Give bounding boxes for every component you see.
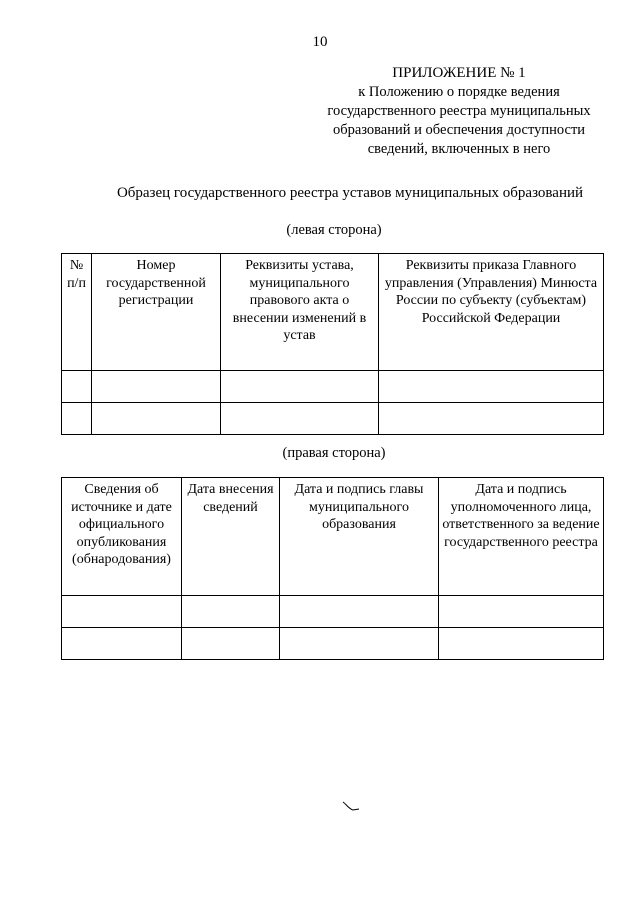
table-header-row [62,478,604,596]
table-row [62,403,604,435]
table-row [62,628,604,660]
table-cell [221,403,379,435]
table-row [62,596,604,628]
table-row [62,371,604,403]
register-table-right [61,477,604,660]
table-cell [62,596,182,628]
table-cell [92,403,221,435]
table-cell [280,596,439,628]
table-cell [62,403,92,435]
table-cell [62,628,182,660]
header-cell-number: № п/п [62,254,92,371]
appendix-block [318,64,600,159]
table-cell [439,596,604,628]
appendix-line: государственного реестра муниципальных [327,103,591,119]
table-cell [182,628,280,660]
header-cell-registration-number: Номер государственной регистрации [92,254,221,371]
right-side-label: (правая сторона) [282,445,386,461]
table-header-row [62,254,604,371]
page-number: 10 [312,34,328,50]
table-cell [221,371,379,403]
stray-mark [342,800,362,814]
document-title: Образец государственного реестра уставов муниципальных образований [116,185,584,201]
table-cell [280,628,439,660]
appendix-line: к Положению о порядке ведения [358,84,560,100]
header-cell-head-signature: Дата и подпись главы муниципального образования [280,478,439,596]
table-cell [92,371,221,403]
header-cell-entry-date: Дата внесения сведений [182,478,280,596]
appendix-title: ПРИЛОЖЕНИЕ № 1 [392,65,526,81]
header-cell-publication-source: Сведения об источнике и дате официального опубликования (обнародования) [62,478,182,596]
header-cell-charter-details: Реквизиты устава, муниципального правового акта о внесении изменений в устав [221,254,379,371]
table-cell [182,596,280,628]
left-side-label: (левая сторона) [286,222,382,238]
register-table-left [61,253,604,435]
table-cell [379,403,604,435]
table-cell [379,371,604,403]
table-cell [439,628,604,660]
appendix-line: образований и обеспечения доступности [332,122,586,138]
header-cell-order-details: Реквизиты приказа Главного управления (Управления) Минюста России по субъекту (субъектам) Российской Федерации [379,254,604,371]
header-cell-official-signature: Дата и подпись уполномоченного лица, ответственного за ведение государственного реестра [439,478,604,596]
appendix-line: сведений, включенных в него [367,141,551,157]
table-cell [62,371,92,403]
